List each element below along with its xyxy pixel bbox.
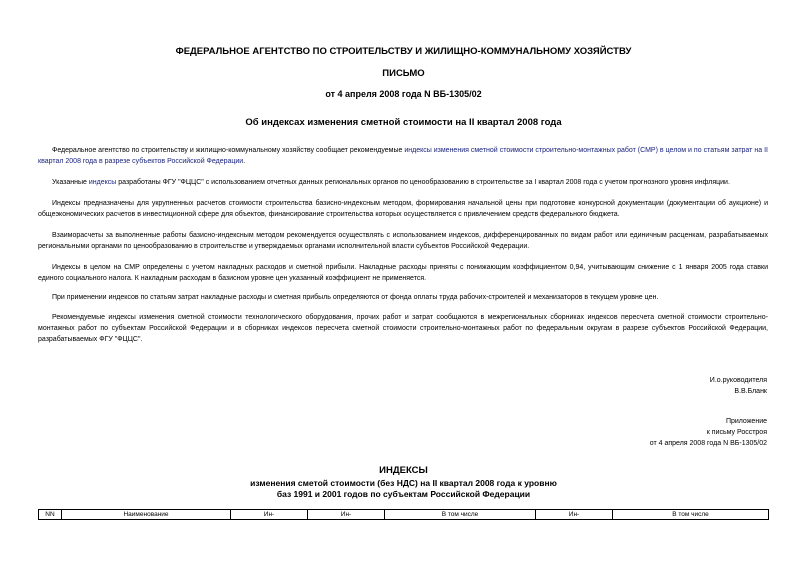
paragraph-6: При применении индексов по статьям затрат накладные расходы и сметная прибыль определяются от фонда оплаты труда рабочих-строителей и механизаторов в текущем уровне цен. (52, 294, 659, 301)
signature-position: И.о.руководителя (709, 377, 767, 384)
appendix-line-2: к письму Росстроя (706, 429, 767, 436)
appendix-line-3: от 4 апреля 2008 года N ВБ-1305/02 (649, 440, 767, 447)
paragraph-7: Рекомендуемые индексы изменения сметной стоимости технологического оборудования, прочих работ и затрат сообщаются в межрегиональных сборниках индексов пересчета сметной стоимости строительно-монтажных работ по субъектам Российской Федерации и в сборниках индексов пересчета сметной стоимости строительно-монтажных работ по федеральным округам в разрезе субъектов Российской Федерации, разрабатываемых ФГУ "ФЦЦС". (38, 314, 768, 343)
header-cell-index-2: Ин- (308, 510, 385, 520)
indices-link[interactable]: индексы изменения сметной стоимости строительно-монтажных работ (СМР) в целом и по статьям затрат на II квартал 2008 года в разрезе субъектов Российской Федерации (38, 147, 768, 165)
document-type: ПИСЬМО (382, 68, 425, 79)
paragraph-2-text-a: Указанные (52, 179, 89, 186)
paragraph-1 (38, 145, 768, 167)
header-cell-index-3: Ин- (536, 510, 613, 520)
document-subject: Об индексах изменения сметной стоимости на II квартал 2008 года (245, 117, 562, 128)
table-header-row (39, 510, 769, 520)
signature-block (710, 375, 767, 397)
header-cell-including-2: В том числе (613, 510, 769, 520)
indices-table (38, 509, 769, 520)
header-cell-index-1: Ин- (231, 510, 308, 520)
document-date-number: от 4 апреля 2008 года N ВБ-1305/02 (325, 89, 482, 99)
appendix-line-1: Приложение (725, 418, 767, 425)
header-cell-name: Наименование (62, 510, 231, 520)
paragraph-1-text-a: Федеральное агентство по строительству и жилищно-коммунальному хозяйству сообщает рекомендуемые (52, 147, 405, 154)
table-subtitle-2: баз 1991 и 2001 годов по субъектам Российской Федерации (276, 489, 531, 499)
table-subtitle-1: изменения сметой стоимости (без НДС) на II квартал 2008 года к уровню (250, 478, 557, 488)
agency-heading: ФЕДЕРАЛЬНОЕ АГЕНТСТВО ПО СТРОИТЕЛЬСТВУ И ЖИЛИЩНО-КОММУНАЛЬНОМУ ХОЗЯЙСТВУ (175, 46, 632, 57)
paragraph-2 (38, 177, 768, 188)
paragraph-2-text-b: разработаны ФГУ "ФЦЦС" с использованием отчетных данных региональных органов по ценообразованию в строительстве за I квартал 2008 года с учетом прогнозного уровня инфляции. (116, 179, 730, 186)
paragraph-5: Индексы в целом на СМР определены с учетом накладных расходов и сметной прибыли. Накладные расходы приняты с понижающим коэффициентом 0,94, учитывающим снижение с 1 января 2005 года ставки единого социального налога. К накладным расходам в базисном уровне цен указанный коэффициент не применяется. (38, 264, 768, 282)
paragraph-4: Взаиморасчеты за выполненные работы базисно-индексным методом рекомендуется осуществлять с использованием индексов, дифференцированных по видам работ или единичным расценкам, разрабатываемых региональными органами по ценообразованию в строительстве и утверждаемых органами исполнительной власти субъектов Российской Федерации. (38, 232, 768, 250)
header-cell-nn: NN (39, 510, 62, 520)
appendix-block (650, 416, 767, 449)
paragraph-3: Индексы предназначены для укрупненных расчетов стоимости строительства базисно-индексным методом, формирования начальной цены при подготовке конкурсной документации (документации об аукционе) и общеэкономических расчетов в инвестиционной сфере для объектов, финансирование строительства которых осуществляется с привлечением средств федерального бюджета. (38, 200, 768, 218)
paragraph-1-text-b: . (243, 158, 246, 165)
indices-short-link[interactable]: индексы (88, 179, 117, 186)
signature-name: В.В.Бланк (734, 388, 767, 395)
table-title: ИНДЕКСЫ (379, 465, 428, 476)
header-cell-including-1: В том числе (385, 510, 536, 520)
